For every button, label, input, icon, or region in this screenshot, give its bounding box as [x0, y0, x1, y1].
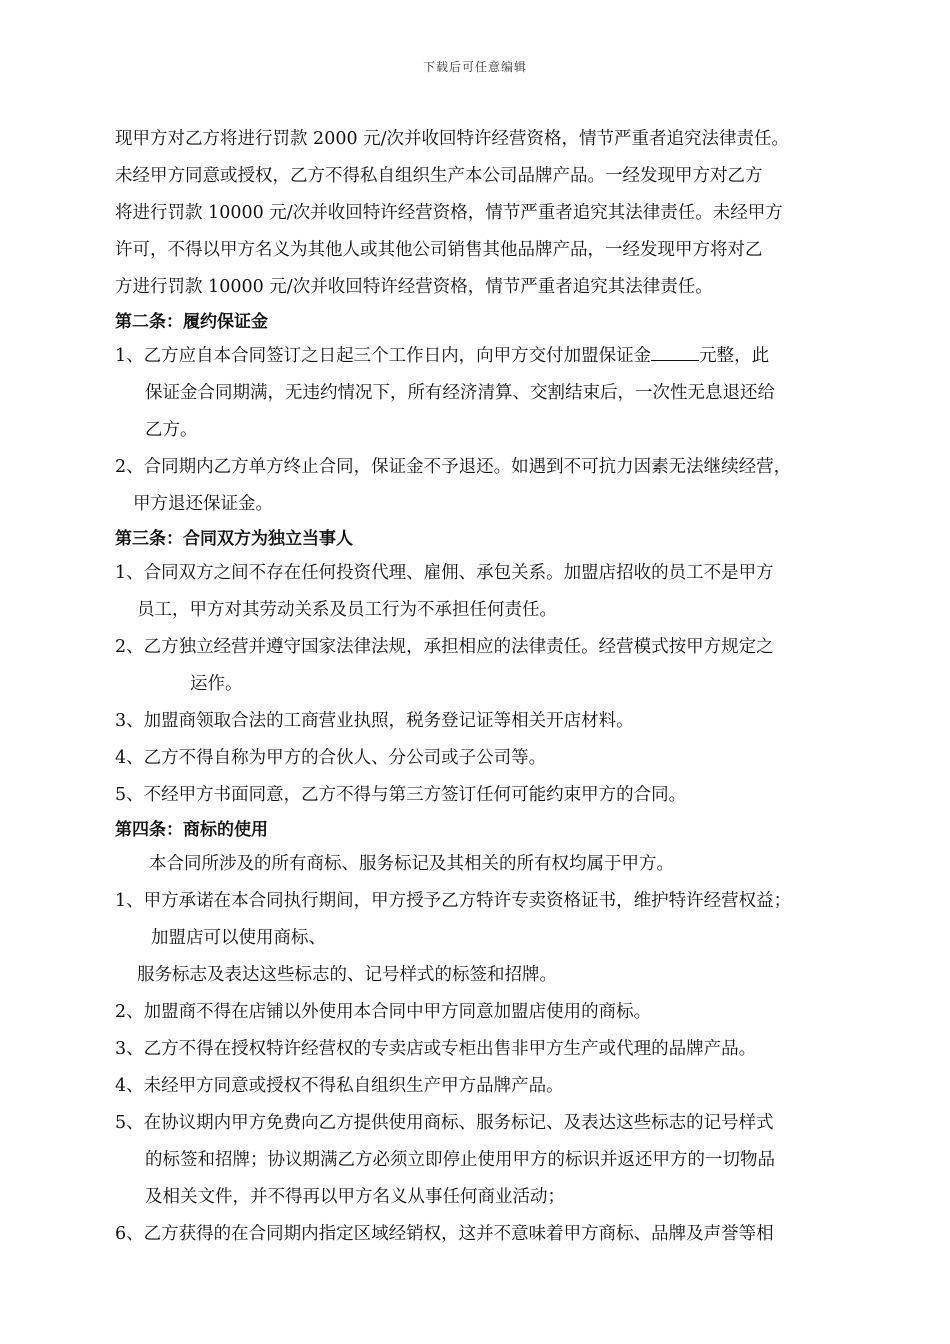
article-3-item-4: 4、乙方不得自称为甲方的合伙人、分公司或子公司等。 [115, 748, 547, 768]
deposit-amount-blank [651, 342, 699, 361]
article-3-item-5: 5、不经甲方书面同意，乙方不得与第三方签订任何可能约束甲方的合同。 [115, 785, 687, 805]
intro-line-1: 现甲方对乙方将进行罚款 2000 元/次并收回特许经营资格，情节严重者追究法律责任。 [115, 129, 790, 149]
article-3-heading: 第三条：合同双方为独立当事人 [115, 529, 353, 549]
article-3-item-1: 1、合同双方之间不存在任何投资代理、雇佣、承包关系。加盟店招收的员工不是甲方 [115, 563, 774, 583]
article-3-item-2-line-2: 运作。 [190, 674, 243, 694]
article-4-item-2: 2、加盟商不得在店铺以外使用本合同中甲方同意加盟店使用的商标。 [115, 1002, 652, 1022]
article-4-item-6: 6、乙方获得的在合同期内指定区域经销权，这并不意味着甲方商标、品牌及声誉等相 [115, 1224, 774, 1244]
page-header-note: 下载后可任意编辑 [422, 60, 527, 74]
intro-line-4: 许可，不得以甲方名义为其他人或其他公司销售其他品牌产品，一经发现甲方将对乙 [115, 240, 763, 260]
intro-line-3: 将进行罚款 10000 元/次并收回特许经营资格，情节严重者追究其法律责任。未经甲方 [115, 203, 783, 223]
intro-line-2: 未经甲方同意或授权，乙方不得私自组织生产本公司品牌产品。一经发现甲方对乙方 [115, 166, 763, 186]
article-4-lead: 本合同所涉及的所有商标、服务标记及其相关的所有权均属于甲方。 [149, 854, 674, 874]
article-3-item-1-line-2: 员工，甲方对其劳动关系及员工行为不承担任何责任。 [137, 600, 557, 620]
article-2-item-1 [115, 338, 855, 375]
article-2-item-1-line-3: 乙方。 [145, 420, 198, 440]
article-4-item-5: 5、在协议期内甲方免费向乙方提供使用商标、服务标记、及表达这些标志的记号样式 [115, 1113, 774, 1133]
article-2-heading: 第二条：履约保证金 [115, 312, 268, 332]
article-4-item-5-line-3: 及相关文件，并不得再以甲方名义从事任何商业活动； [145, 1187, 565, 1207]
article-4-heading: 第四条：商标的使用 [115, 820, 268, 840]
article-3-item-3: 3、加盟商领取合法的工商营业执照，税务登记证等相关开店材料。 [115, 711, 634, 731]
article-2-item-2-line-2: 甲方退还保证金。 [133, 494, 273, 514]
article-2-item-1-text-after: 元整，此 [699, 346, 770, 366]
article-2-item-1-line-2: 保证金合同期满，无违约情况下，所有经济清算、交割结束后，一次性无息退还给 [145, 383, 775, 403]
article-2-item-1-text: 1、乙方应自本合同签订之日起三个工作日内，向甲方交付加盟保证金 [115, 346, 652, 366]
intro-line-5: 方进行罚款 10000 元/次并收回特许经营资格，情节严重者追究其法律责任。 [115, 277, 713, 297]
article-2-item-2: 2、合同期内乙方单方终止合同，保证金不予退还。如遇到不可抗力因素无法继续经营， [115, 457, 792, 477]
article-4-item-1-line-2: 加盟店可以使用商标、 [151, 928, 326, 948]
article-4-item-4: 4、未经甲方同意或授权不得私自组织生产甲方品牌产品。 [115, 1076, 564, 1096]
article-4-item-1-line-3: 服务标志及表达这些标志的、记号样式的标签和招牌。 [137, 965, 557, 985]
article-4-item-1: 1、甲方承诺在本合同执行期间，甲方授予乙方特许专卖资格证书，维护特许经营权益； [115, 891, 792, 911]
article-4-item-5-line-2: 的标签和招牌；协议期满乙方必须立即停止使用甲方的标识并返还甲方的一切物品 [145, 1150, 775, 1170]
document-body [115, 121, 855, 1253]
article-4-item-3: 3、乙方不得在授权特许经营权的专卖店或专柜出售非甲方生产或代理的品牌产品。 [115, 1039, 757, 1059]
article-3-item-2: 2、乙方独立经营并遵守国家法律法规，承担相应的法律责任。经营模式按甲方规定之 [115, 637, 774, 657]
